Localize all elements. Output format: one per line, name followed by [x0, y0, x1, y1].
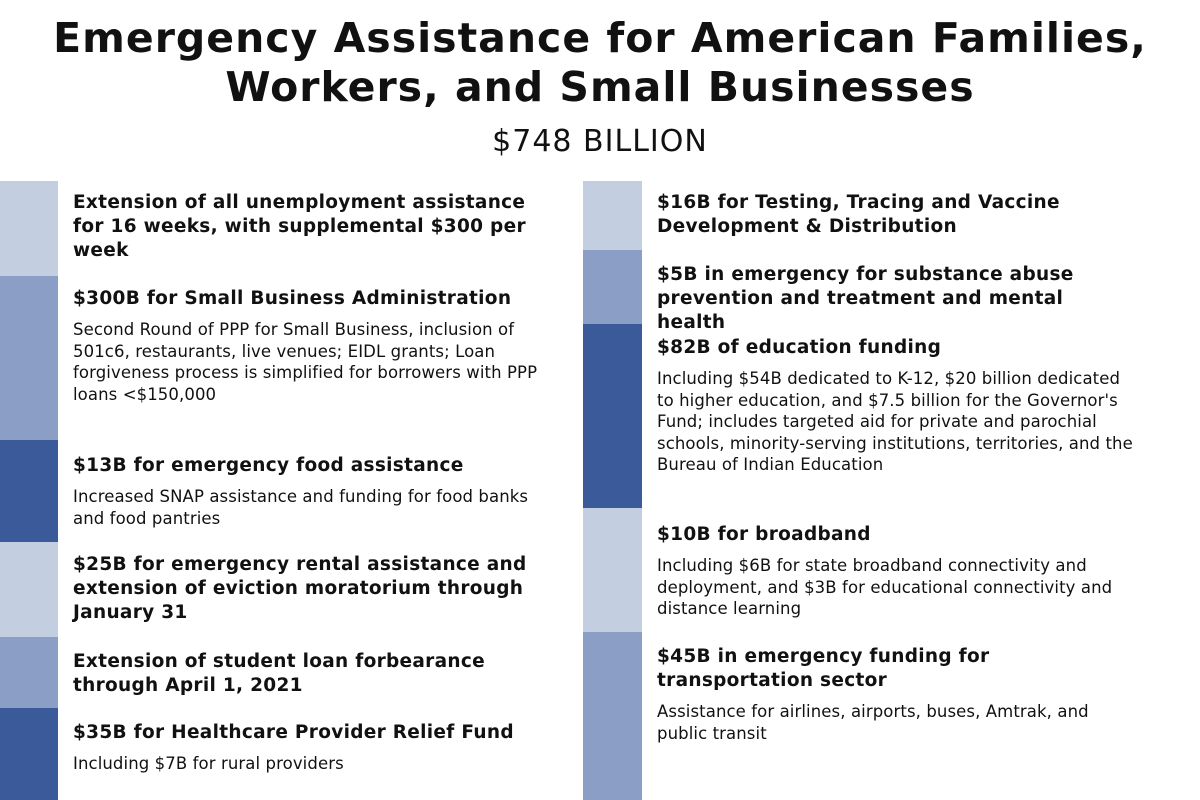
item-heading: $13B for emergency food assistance [73, 455, 464, 476]
left-bar-4 [0, 542, 58, 637]
item-heading: $45B in emergency funding for transportation sector [657, 646, 990, 691]
item-description: Second Round of PPP for Small Business, inclusion of 501c6, restaurants, live venues; EIDL grants; Loan forgiveness process is simplified for borrowers with PPP loans <$150,000 [73, 320, 538, 404]
right-item-education [657, 336, 1137, 476]
page-title-line-2: Workers, and Small Businesses [225, 63, 975, 111]
item-heading: Extension of all unemployment assistance for 16 weeks, with supplemental $300 per week [73, 192, 526, 261]
right-bar-1 [583, 181, 642, 250]
right-bar-2 [583, 250, 642, 324]
item-heading: $10B for broadband [657, 524, 871, 545]
right-item-transportation [657, 645, 1137, 744]
left-item-food [73, 454, 553, 529]
left-item-student-loan [73, 650, 553, 698]
total-amount: $748 BILLION [492, 124, 708, 159]
left-bar-3 [0, 440, 58, 542]
left-item-rental [73, 553, 553, 625]
page-title [0, 14, 1200, 112]
item-heading: $35B for Healthcare Provider Relief Fund [73, 722, 514, 743]
right-item-broadband [657, 523, 1137, 620]
item-description: Including $6B for state broadband connectivity and deployment, and $3B for educational connectivity and distance learning [657, 556, 1113, 618]
right-item-testing [657, 191, 1137, 239]
left-item-unemployment [73, 191, 553, 263]
right-bar-3 [583, 324, 642, 508]
right-bar-4 [583, 508, 642, 632]
left-bar-5 [0, 637, 58, 708]
page-title-line-1: Emergency Assistance for American Families, [53, 14, 1147, 62]
item-description: Assistance for airlines, airports, buses, Amtrak, and public transit [657, 702, 1089, 743]
right-bar-5 [583, 632, 642, 800]
item-heading: $300B for Small Business Administration [73, 288, 512, 309]
item-heading: $82B of education funding [657, 337, 942, 358]
item-description: Increased SNAP assistance and funding for food banks and food pantries [73, 487, 529, 528]
left-bar-6 [0, 708, 58, 800]
right-item-substance-abuse [657, 263, 1137, 335]
item-heading: $25B for emergency rental assistance and extension of eviction moratorium through January 31 [73, 554, 527, 623]
item-heading: $16B for Testing, Tracing and Vaccine Development & Distribution [657, 192, 1060, 237]
left-item-healthcare [73, 721, 553, 775]
item-description: Including $54B dedicated to K-12, $20 billion dedicated to higher education, and $7.5 billion for the Governor's Fund; includes targeted aid for private and parochial schools, minority-serving institutions, territories, and the Bureau of Indian Education [657, 369, 1133, 474]
left-bar-2 [0, 276, 58, 440]
left-item-sba [73, 287, 553, 405]
item-heading: $5B in emergency for substance abuse prevention and treatment and mental health [657, 264, 1074, 333]
left-bar-1 [0, 181, 58, 276]
item-description: Including $7B for rural providers [73, 754, 344, 773]
item-heading: Extension of student loan forbearance through April 1, 2021 [73, 651, 485, 696]
